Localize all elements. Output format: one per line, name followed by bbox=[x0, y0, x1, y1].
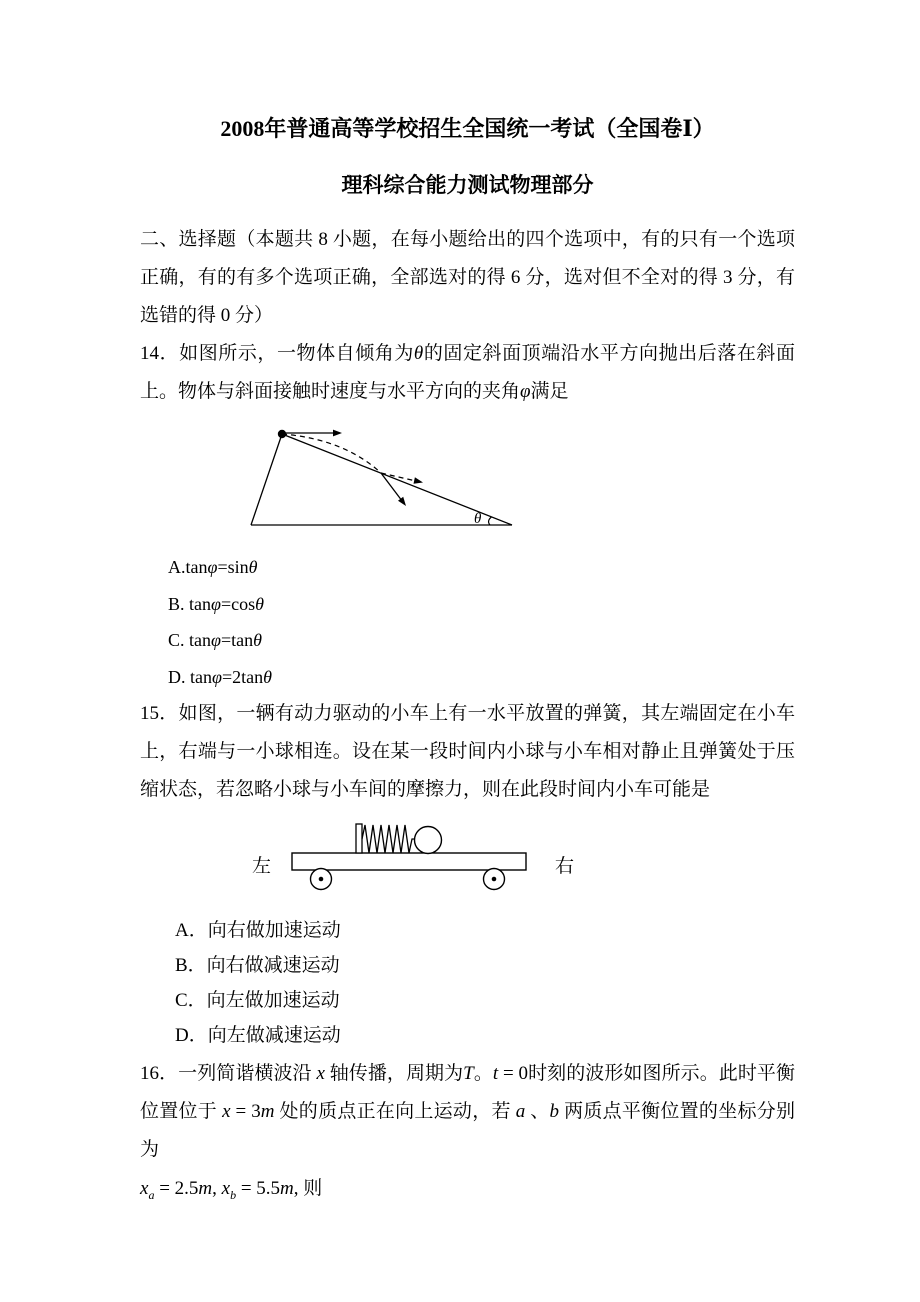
angle-arc bbox=[489, 517, 492, 525]
spring-mount-post bbox=[356, 824, 362, 853]
spring-coil bbox=[362, 825, 414, 853]
option-14-D: D. tanφ=2tanθ bbox=[168, 666, 272, 687]
option-15-D: D．向左做减速运动 bbox=[175, 1025, 341, 1046]
option-15-A: A．向右做加速运动 bbox=[175, 920, 341, 941]
cart-wheel-left bbox=[311, 869, 332, 890]
option-15-B: B．向右做减速运动 bbox=[175, 955, 340, 976]
question-15-options bbox=[175, 913, 795, 1053]
figure-question-14 bbox=[248, 425, 795, 539]
cart-wheel-right bbox=[484, 869, 505, 890]
option-14-B: B. tanφ=cosθ bbox=[168, 593, 264, 614]
cart-spring-ball-diagram bbox=[252, 815, 574, 905]
right-direction-label: 右 bbox=[555, 856, 574, 877]
incline-triangle bbox=[251, 434, 512, 525]
figure-question-15 bbox=[252, 815, 795, 905]
question-15-stem: 15．如图，一辆有动力驱动的小车上有一水平放置的弹簧，其左端固定在小车上，右端与一小球相连。设在某一段时间内小球与小车相对静止且弹簧处于压缩状态，若忽略小球与小车间的摩擦力，则在此段时间内小车可能是 bbox=[140, 703, 795, 800]
document-subtitle: 理科综合能力测试物理部分 bbox=[341, 173, 594, 197]
section-2-intro: 二、选择题（本题共 8 小题，在每小题给出的四个选项中，有的只有一个选项正确，有的有多个选项正确，全部选对的得 6 分，选对但不全对的得 3 分，有选错的得 0 分） bbox=[140, 229, 795, 326]
question-14-stem: 14．如图所示，一物体自倾角为θ的固定斜面顶端沿水平方向抛出后落在斜面上。物体与斜面接触时速度与水平方向的夹角φ满足 bbox=[140, 343, 795, 402]
option-14-A: A.tanφ=sinθ bbox=[168, 557, 258, 577]
ball bbox=[415, 827, 442, 854]
question-14-options bbox=[168, 549, 795, 695]
cart-body bbox=[292, 853, 526, 870]
option-15-C: C．向左做加速运动 bbox=[175, 990, 340, 1011]
inclined-plane-diagram bbox=[248, 425, 520, 539]
question-16-stem: 16．一列简谐横波沿 x 轴传播，周期为T。t = 0时刻的波形如图所示。此时平衡位置位于 x = 3m 处的质点正在向上运动，若 a 、b 两质点平衡位置的坐标分别为 bbox=[140, 1063, 795, 1160]
document-title: 2008年普通高等学校招生全国统一考试（全国卷Ⅰ） bbox=[220, 116, 715, 141]
option-14-C: C. tanφ=tanθ bbox=[168, 630, 262, 650]
left-direction-label: 左 bbox=[252, 856, 272, 877]
question-16-values: $x_a = 2.5m$, $x_b = 5.5m$, 则 bbox=[140, 1178, 323, 1202]
angle-theta-label: θ bbox=[474, 511, 482, 527]
